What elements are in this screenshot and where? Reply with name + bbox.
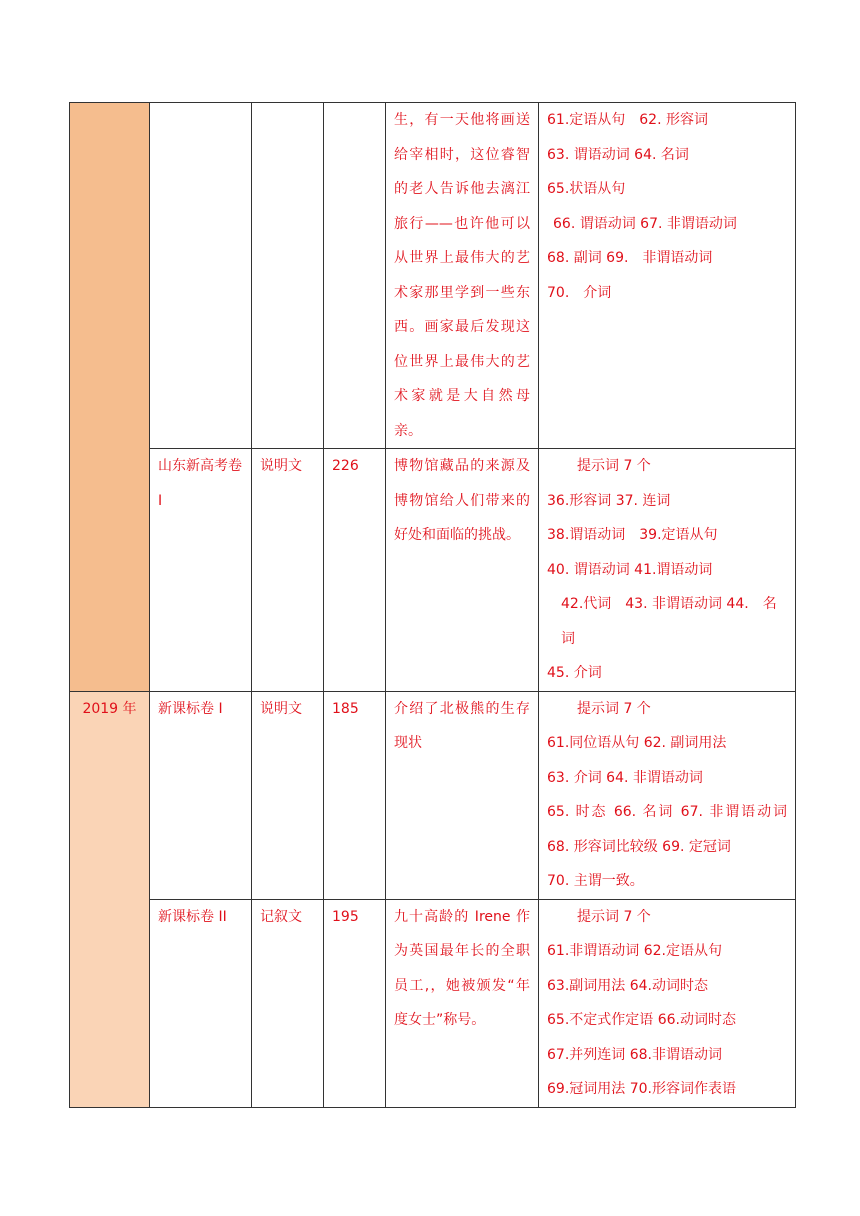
grammar-point: 68. 副词 69. 非谓语动词 — [547, 250, 713, 266]
exam-analysis-table — [69, 102, 796, 1108]
table-row — [70, 691, 796, 899]
grammar-point: 70. 介词 — [547, 284, 612, 301]
summary-text: 九十高龄的 Irene 作为英国最年长的全职员工,，她被颁发“年度女士”称号。 — [394, 908, 530, 1028]
genre-cell — [252, 691, 324, 899]
summary-line: 生，有一天他将画送 — [394, 112, 530, 128]
summary-line: 亲。 — [394, 422, 422, 439]
grammar-point: 42.代词 43. 非谓语动词 44. 名词 — [561, 596, 777, 647]
year-cell-2018 — [70, 103, 150, 692]
grammar-points-cell — [539, 899, 796, 1107]
genre-cell — [252, 899, 324, 1107]
exam-name: 新课标卷 I — [158, 700, 223, 717]
grammar-points-cell — [539, 449, 796, 692]
grammar-point: 63. 介词 64. 非谓语动词 — [547, 769, 703, 786]
genre: 说明文 — [260, 700, 302, 717]
genre-cell — [252, 449, 324, 692]
summary-line: 从世界上最伟大的艺 — [394, 250, 530, 266]
exam-cell — [150, 899, 252, 1107]
table-row — [70, 103, 796, 449]
summary-line: 位世界上最伟大的艺 — [394, 353, 530, 370]
content-summary — [386, 449, 539, 692]
grammar-point: 提示词 7 个 — [577, 908, 651, 925]
grammar-point: 70. 主谓一致。 — [547, 873, 644, 889]
summary-line: 术家那里学到一些东 — [394, 284, 530, 301]
exam-name: 山东新高考卷 I — [158, 458, 242, 509]
grammar-point: 61.定语从句 62. 形容词 — [547, 112, 708, 128]
word-count-cell — [324, 449, 386, 692]
summary-line: 给宰相时，这位睿智 — [394, 146, 530, 163]
summary-text: 介绍了北极熊的生存现状 — [394, 700, 530, 751]
grammar-point: 提示词 7 个 — [577, 458, 651, 474]
word-count-cell — [324, 103, 386, 449]
grammar-point: 36.形容词 37. 连词 — [547, 492, 671, 509]
exam-cell — [150, 691, 252, 899]
grammar-point: 提示词 7 个 — [577, 700, 651, 717]
grammar-point: 63. 谓语动词 64. 名词 — [547, 146, 689, 163]
genre: 说明文 — [260, 458, 302, 474]
exam-cell — [150, 449, 252, 692]
content-summary — [386, 103, 539, 449]
word-count: 195 — [332, 908, 359, 925]
content-summary — [386, 691, 539, 899]
grammar-point: 61.同位语从句 62. 副词用法 — [547, 735, 727, 751]
exam-name: 新课标卷 II — [158, 908, 227, 925]
word-count-cell — [324, 899, 386, 1107]
grammar-point: 66. 谓语动词 67. 非谓语动词 — [553, 215, 737, 232]
table-row — [70, 449, 796, 692]
grammar-point: 45. 介词 — [547, 665, 602, 681]
grammar-point: 67.并列连词 68.非谓语动词 — [547, 1046, 722, 1063]
word-count-cell — [324, 691, 386, 899]
summary-text: 博物馆藏品的来源及博物馆给人们带来的好处和面临的挑战。 — [394, 458, 530, 543]
summary-line: 的老人告诉他去漓江 — [394, 181, 530, 197]
word-count: 185 — [332, 700, 359, 717]
grammar-points-cell — [539, 103, 796, 449]
genre-cell — [252, 103, 324, 449]
genre: 记叙文 — [260, 908, 302, 925]
grammar-point: 40. 谓语动词 41.谓语动词 — [547, 561, 713, 578]
grammar-point: 63.副词用法 64.动词时态 — [547, 977, 708, 994]
grammar-point: 65.状语从句 — [547, 181, 626, 197]
grammar-points-cell — [539, 691, 796, 899]
table-row — [70, 899, 796, 1107]
grammar-point: 69.冠词用法 70.形容词作表语 — [547, 1081, 736, 1097]
summary-line: 术家就是大自然母 — [394, 388, 530, 404]
year-label: 2019 年 — [82, 700, 137, 717]
year-cell-2019 — [70, 691, 150, 1107]
grammar-point: 38.谓语动词 39.定语从句 — [547, 527, 718, 543]
summary-line: 旅行——也许他可以 — [394, 215, 530, 232]
content-summary — [386, 899, 539, 1107]
grammar-point: 68. 形容词比较级 69. 定冠词 — [547, 838, 731, 855]
grammar-point: 65. 时态 66. 名词 67. 非谓语动词 — [547, 804, 787, 820]
exam-cell — [150, 103, 252, 449]
summary-line: 西。画家最后发现这 — [394, 319, 530, 335]
word-count: 226 — [332, 458, 359, 474]
grammar-point: 65.不定式作定语 66.动词时态 — [547, 1012, 736, 1028]
grammar-point: 61.非谓语动词 62.定语从句 — [547, 943, 722, 959]
